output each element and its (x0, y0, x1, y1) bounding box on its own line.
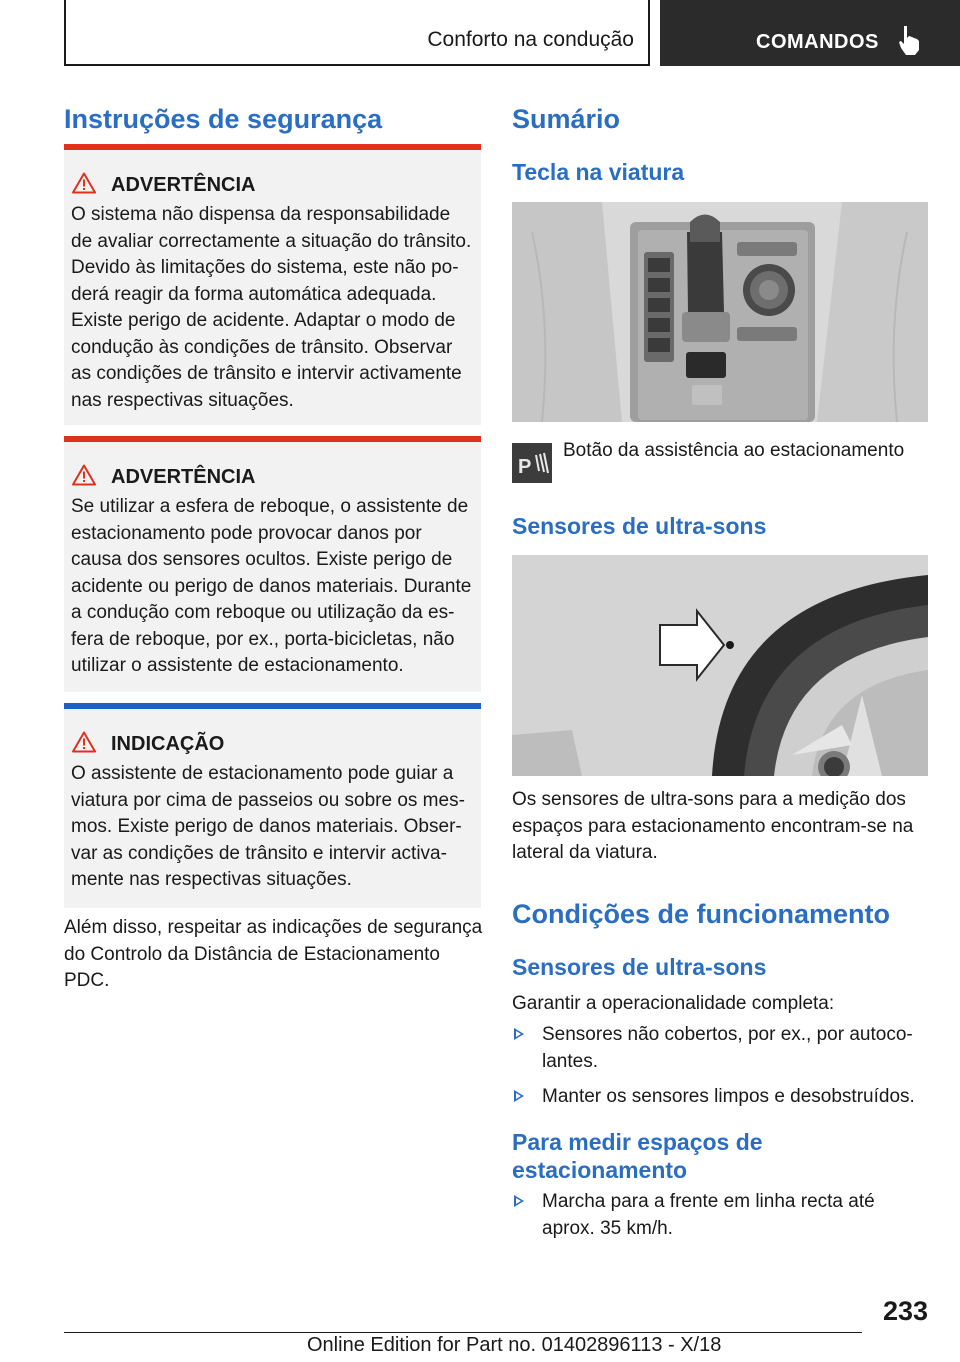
warning-triangle-icon (72, 464, 96, 486)
conditions-list (512, 1022, 932, 1120)
pointing-hand-icon (896, 24, 922, 56)
text-line: Além disso, respeitar as indicações de segurança (64, 917, 483, 938)
operating-conditions-title: Condições de funcionamento (512, 899, 891, 929)
warning-label: ADVERTÊNCIA (111, 174, 256, 196)
text-line: Sensores não cobertos, por ex., por autoco‐ (542, 1024, 913, 1045)
notice-label: INDICAÇÃO (111, 733, 225, 755)
text-line: O assistente de estacionamento pode guiar a (71, 763, 454, 784)
text-line: mos. Existe perigo de danos materiais. Obser‐ (71, 816, 462, 837)
list-item (512, 1189, 932, 1242)
bullet-triangle-icon (514, 1195, 524, 1207)
text-line: a condução com reboque ou utilização da es‐ (71, 602, 455, 623)
wheel-sensor-illustration (512, 555, 928, 776)
conditions-intro: Garantir a operacionalidade completa: (512, 993, 835, 1014)
text-line: condução às condições de trânsito. Observar (71, 336, 453, 358)
warning-bar (64, 436, 481, 442)
list-item (512, 1084, 932, 1111)
text-line: Se utilizar a esfera de reboque, o assistente de (71, 496, 469, 517)
measure-heading (512, 1128, 763, 1184)
header-chapter-title: COMANDOS (756, 31, 879, 53)
text-line: lateral da viatura. (512, 842, 658, 863)
sensors-description (512, 787, 932, 867)
parking-assist-button-icon (512, 443, 552, 483)
text-line: Devido às limitações do sistema, este não po‐ (71, 257, 459, 278)
text-line: espaços para estacionamento encontram-se na (512, 815, 914, 837)
text-line: viatura por cima de passeios ou sobre os mes‐ (71, 789, 465, 811)
text-line: acidente ou perigo de danos materiais. Durante (71, 575, 472, 597)
warning-text (71, 202, 475, 414)
center-console-photo (512, 202, 928, 422)
heading-line: Para medir espaços de (512, 1129, 763, 1155)
header-section-frame (64, 0, 650, 66)
footer-edition: Online Edition for Part no. 01402896113 - X/18 (307, 1334, 722, 1356)
list-item (512, 1022, 932, 1075)
text-line: Os sensores de ultra-sons para a medição dos (512, 789, 906, 810)
text-line: O sistema não dispensa da responsabilidade (71, 204, 451, 225)
bullet-triangle-icon (514, 1028, 524, 1040)
notice-bar (64, 703, 481, 709)
measure-list (512, 1189, 932, 1251)
text-line: estacionamento pode provocar danos por (71, 522, 422, 544)
notice-box (64, 703, 481, 908)
ultrasonic-sensor-photo (512, 555, 928, 776)
bullet-triangle-icon (514, 1090, 524, 1102)
text-line: do Controlo da Distância de Estacionamento (64, 943, 441, 965)
svg-text:P: P (518, 456, 532, 478)
text-line: derá reagir da forma automática adequada. (71, 283, 437, 305)
center-console-illustration (512, 202, 928, 422)
text-line: var as condições de trânsito e intervir activa‐ (71, 842, 447, 864)
header-chapter-tab (660, 0, 960, 66)
warning-box-2 (64, 436, 481, 692)
text-line: Manter os sensores limpos e desobstruídos. (542, 1086, 915, 1107)
closing-paragraph (64, 915, 484, 995)
warning-box-1 (64, 144, 481, 425)
warning-triangle-icon (72, 731, 96, 753)
notice-text (71, 761, 475, 894)
text-line: de avaliar correctamente a situação do trânsito. (71, 230, 472, 252)
warning-label: ADVERTÊNCIA (111, 466, 256, 488)
park-assist-symbol-icon (512, 443, 552, 483)
text-line: utilizar o assistente de estacionamento. (71, 655, 404, 676)
conditions-sensors-heading: Sensores de ultra-sons (512, 954, 767, 980)
warning-bar (64, 144, 481, 150)
warning-triangle-icon (72, 172, 96, 194)
text-line: fera de reboque, por ex., porta-bicicletas, não (71, 628, 455, 650)
sensors-heading: Sensores de ultra-sons (512, 513, 767, 539)
text-line: Existe perigo de acidente. Adaptar o modo de (71, 310, 456, 331)
page-number: 233 (882, 1296, 928, 1326)
header-section-title: Conforto na condução (427, 28, 634, 51)
text-line: aprox. 35 km/h. (542, 1217, 673, 1239)
text-line: Marcha para a frente em linha recta até (542, 1191, 875, 1212)
text-line: causa dos sensores ocultos. Existe perigo de (71, 549, 453, 570)
text-line: nas respectivas situações. (71, 389, 294, 411)
text-line: PDC. (64, 970, 110, 991)
heading-line: estacionamento (512, 1157, 688, 1183)
footer-divider (64, 1332, 862, 1333)
warning-text (71, 494, 475, 680)
button-heading: Tecla na viatura (512, 159, 685, 185)
text-line: mente nas respectivas situações. (71, 869, 352, 890)
button-caption: Botão da assistência ao estacionamento (563, 440, 905, 461)
text-line: lantes. (542, 1050, 598, 1072)
text-line: as condições de trânsito e intervir activamente (71, 363, 462, 384)
safety-instructions-title: Instruções de segurança (64, 104, 383, 134)
summary-title: Sumário (512, 104, 621, 134)
